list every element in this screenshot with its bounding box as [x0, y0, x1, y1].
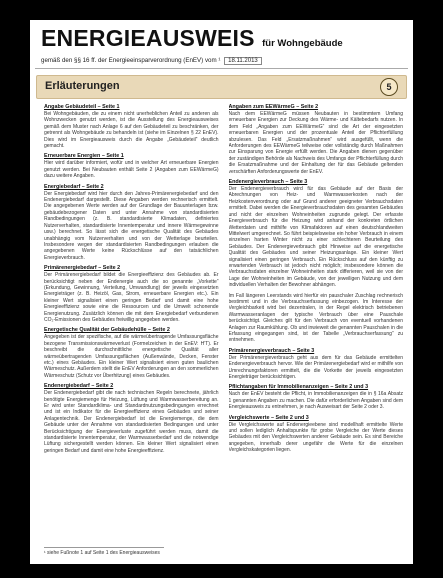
section-text: Die Vergleichswerte auf Endenergieebene sind modellhaft ermittelte Werte und sollen lediglich Anhaltspunkte für grobe Vergleiche der Werte dieses Gebäudes mit den Vergleichswerten anderer Gebäude sein. Es sind Bereiche angegeben, innerhalb derer ungefähr die Werte für die einzelnen Vergleichskategorien liegen. — [228, 421, 403, 454]
explanation-section — [44, 184, 219, 261]
section-text: Der Endenergieverbrauch wird für das Gebäude auf der Basis der Abrechnungen von Heiz- und Warmwasserkosten nach der Heizkostenverordnung oder auf Grund anderer geeigneter Verbrauchsdaten ermittelt. Dabei werden die Energieverbrauchsdaten des gesamten Gebäudes und nicht der einzelnen Wohneinheiten zugrunde gelegt. Der erfasste Energieverbrauch für die Heizung wird anhand der konkreten örtlichen Wetterdaten und mithilfe von Klimafaktoren auf einen deutschlandweiten Mittelwert umgerechnet. So führt beispielsweise ein hoher Verbrauch in einem einzelnen harten Winter nicht zu einer schlechteren Beurteilung des Gebäudes. Der Endenergieverbrauch gibt Hinweise auf die energetische Qualität des Gebäudes und seiner Heizungsanlage. Ein kleiner Wert signalisiert einen geringen Verbrauch. Ein Rückschluss auf den künftig zu erwartenden Verbrauch ist jedoch nicht möglich; insbesondere können die Verbrauchsdaten einzelner Wohneinheiten stark differieren, weil sie von der Lage der Wohneinheiten im Gebäude, von der jeweiligen Nutzung und dem individuellen Verhalten der Bewohner abhängen. — [228, 186, 403, 289]
explanation-section — [229, 348, 404, 381]
section-heading: Angaben zum EEWärmeG – Seite 2 — [228, 104, 319, 110]
section-text: Hier wird darüber informiert, wofür und in welcher Art erneuerbare Energien genutzt werden. Bei Neubauten enthält Seite 2 (Angaben zum EEWärmeG) dazu weitere Angaben. — [44, 160, 219, 180]
explanation-section — [229, 415, 404, 454]
explanation-section — [44, 153, 219, 179]
title-block — [35, 20, 408, 69]
explanation-section — [44, 327, 219, 379]
section-text: Nach der EnEV besteht die Pflicht, in Immobilienanzeigen die in § 16a Absatz 1 genannten Angaben zu machen. Die dafür erforderlichen Angaben sind dem Energieausweis zu entnehmen, je nach Ausweisart der Seite 2 oder 3. — [228, 391, 403, 411]
explanation-section — [229, 293, 404, 344]
explanation-section — [229, 384, 404, 410]
section-heading: Primärenergiebedarf – Seite 2 — [44, 265, 121, 272]
explanation-columns — [44, 104, 403, 542]
section-title: Erläuterungen — [45, 80, 120, 92]
section-heading: Pflichtangaben für Immobilienanzeigen – Seite 2 und 3 — [228, 384, 369, 391]
section-heading: Angabe Gebäudeteil – Seite 1 — [44, 104, 120, 110]
section-heading: Energiebedarf – Seite 2 — [44, 183, 104, 190]
section-text: Der Primärenergieverbrauch geht aus dem für das Gebäude ermittelten Endenergieverbrauch hervor. Wie der Primärenergiebedarf wird er mithilfe von Umrechnungsfaktoren ermittelt, die die Vorkette der jeweils eingesetzten Energieträger berücksichtigen. — [228, 354, 403, 381]
section-heading: Endenergiebedarf – Seite 2 — [44, 383, 114, 390]
section-text: Bei Wohngebäuden, die zu einem nicht unerheblichen Anteil zu anderen als Wohnzwecken genutzt werden, ist die Ausstellung des Energieausweises gemäß dem Muster nach Anlage 6 auf den Gebäudeteil zu beschränken, der getrennt als Wohngebäude zu behandeln ist (siehe im Einzelnen § 22 EnEV). Dies wird im Energieausweis durch die Angabe „Gebäudeteil“ deutlich gemacht. — [44, 111, 219, 150]
section-header — [36, 75, 407, 99]
section-heading: Vergleichswerte – Seite 2 und 3 — [228, 414, 309, 421]
title-line — [41, 26, 402, 56]
explanation-section — [44, 104, 219, 149]
explanation-section — [44, 383, 219, 454]
document-page — [30, 20, 413, 564]
explanation-section — [229, 179, 404, 289]
section-text: Nach dem EEWärmeG müssen Neubauten in bestimmtem Umfang erneuerbare Energien zur Deckung des Wärme- und Kältebedarfs nutzen. In dem Feld „Angaben zum EEWärmeG“ sind die Art der eingesetzten erneuerbaren Energien und der prozentuale Anteil der Pflichterfüllung abzulesen. Das Feld „Ersatzmaßnahmen“ wird ausgefüllt, wenn die Anforderungen des EEWärmeG teilweise oder vollständig durch Maßnahmen zur Einsparung von Energie erfüllt werden. Die Angaben dienen gegenüber der zuständigen Behörde als Nachweis des Umfangs der Pflichterfüllung durch die Ersatzmaßnahme und der Einhaltung der für das Gebäude geltenden verschärften Anforderungswerte der EnEV. — [228, 111, 403, 175]
section-heading: Energetische Qualität der Gebäudehülle – Seite 2 — [44, 327, 170, 334]
regulation-date: 18.11.2013 — [224, 57, 262, 65]
section-text: Im Fall längeren Leerstands wird hierfür ein pauschaler Zuschlag rechnerisch bestimmt und in die Verbrauchserfassung einbezogen. Im Interesse der Vergleichbarkeit wird bei dezentralen, in der Regel elektrisch betriebenen Warmwasseranlagen der typische Verbrauch über eine Pauschale berücksichtigt. Gleiches gilt für den Verbrauch von eventuell vorhandenen Anlagen zur Raumkühlung. Ob und inwieweit die genannten Pauschalen in die Erfassung eingegangen sind, ist der Tabelle „Verbrauchserfassung“ zu entnehmen. — [228, 292, 403, 344]
section-text: Der Energiebedarf wird hier durch den Jahres-Primärenergiebedarf und den Endenergiebedarf dargestellt. Diese Angaben werden rechnerisch ermittelt. Die angegebenen Werte werden auf der Grundlage der Bauunterlagen bzw. gebäudebezogener Daten und unter Annahme von standardisierten Randbedingungen (z. B. standardisierte Klimadaten, definiertes Nutzerverhalten, standardisierte Innentemperatur und innere Wärmegewinne usw.) berechnet. So lässt sich die energetische Qualität des Gebäudes unabhängig vom Nutzerverhalten und von der Wetterlage beurteilen. Insbesondere wegen der standardisierten Randbedingungen erlauben die angegebenen Werte keine Rückschlüsse auf den tatsächlichen Energieverbrauch. — [44, 190, 219, 261]
footnote: ¹ siehe Fußnote 1 auf Seite 1 des Energieausweises — [44, 547, 164, 556]
legal-basis-text: gemäß den §§ 16 ff. der Energieeinsparverordnung (EnEV) vom ¹ — [41, 57, 221, 64]
explanation-section — [44, 265, 219, 323]
section-heading: Erneuerbare Energien – Seite 1 — [44, 153, 124, 160]
section-text: Angegeben ist der spezifische, auf die wärmeübertragende Umfassungsfläche bezogene Transmissionswärmeverlust (Formelzeichen in der EnEV: H′T). Er beschreibt die durchschnittliche energetische Qualität aller wärmeübertragenden Umfassungsflächen (Außenwände, Decken, Fenster etc.) eines Gebäudes. Ein kleiner Wert signalisiert einen guten baulichen Wärmeschutz. Außerdem stellt die EnEV Anforderungen an den sommerlichen Wärmeschutz (Schutz vor Überhitzung) eines Gebäudes. — [44, 334, 219, 379]
legal-basis-line — [41, 57, 402, 65]
left-column — [44, 104, 219, 542]
section-heading: Endenergieverbrauch – Seite 3 — [228, 179, 308, 186]
section-text: Der Endenergiebedarf gibt die nach technischen Regeln berechnete, jährlich benötigte Energiemenge für Heizung, Lüftung und Warmwasserbereitung an. Er wird unter Standardklima- und Standardnutzungsbedingungen errechnet und ist ein Indikator für die Energieeffizienz eines Gebäudes und seiner Anlagentechnik. Der Endenergiebedarf ist die Energiemenge, die dem Gebäude unter der Annahme von standardisierten Bedingungen und unter Berücksichtigung der Energieverluste zugeführt werden muss, damit die standardisierte Innentemperatur, der Warmwasserbedarf und die notwendige Lüftung sichergestellt werden können. Ein kleiner Wert signalisiert einen geringen Bedarf und damit eine hohe Energieeffizienz. — [44, 390, 219, 454]
section-text: Der Primärenergiebedarf bildet die Energieeffizienz des Gebäudes ab. Er berücksichtigt neben der Endenergie auch die so genannte „Vorkette“ (Erkundung, Gewinnung, Verteilung, Umwandlung) der jeweils eingesetzten Energieträger (z. B. Heizöl, Gas, Strom, erneuerbare Energien etc.). Ein kleiner Wert signalisiert einen geringen Bedarf und damit eine hohe Energieeffizienz sowie eine die Ressourcen und die Umwelt schonende Energienutzung. Zusätzlich können die mit dem Energiebedarf verbundenen CO₂-Emissionen des Gebäudes freiwillig angegeben werden. — [44, 272, 219, 323]
document-title: ENERGIEAUSWEIS — [41, 25, 255, 51]
explanation-section — [229, 104, 404, 175]
document-subtitle: für Wohngebäude — [262, 38, 343, 49]
page-number-badge: 5 — [380, 78, 398, 96]
right-column — [229, 104, 404, 542]
section-heading: Primärenergieverbrauch – Seite 3 — [228, 347, 315, 354]
